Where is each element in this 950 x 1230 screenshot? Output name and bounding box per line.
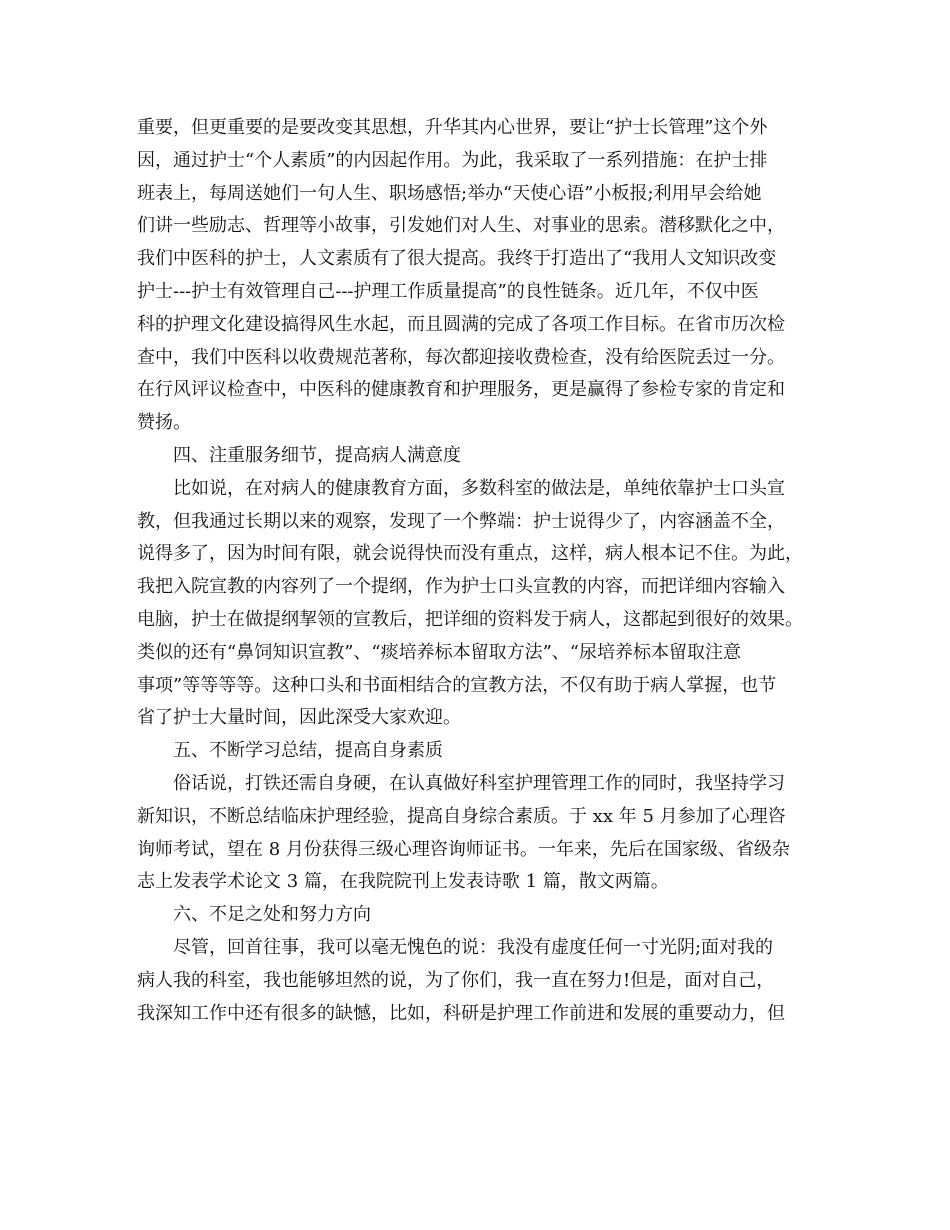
document-page [137,112,827,1030]
body-text-line: 重要，但更重要的是要改变其思想，升华其内心世界，要让“护士长管理”这个外 [137,117,768,138]
body-text-line: 科的护理文化建设搞得风生水起，而且圆满的完成了各项工作目标。在省市历次检 [137,313,785,335]
body-text-line: 因，通过护士“个人素质”的内因起作用。为此，我采取了一系列措施：在护士排 [137,149,768,171]
body-text-line: 俗话说，打铁还需自身硬，在认真做好科室护理管理工作的同时，我坚持学习 [173,772,785,794]
body-text-line: 们讲一些励志、哲理等小故事，引发她们对人生、对事业的思索。潜移默化之中， [137,215,785,237]
body-text-line: 我深知工作中还有很多的缺憾，比如，科研是护理工作前进和发展的重要动力，但 [137,1002,785,1024]
body-text-line: 护士---护士有效管理自己---护理工作质量提高”的良性链条。近几年，不仅中医 [137,280,759,302]
body-text-line: 在行风评议检查中，中医科的健康教育和护理服务，更是赢得了参检专家的肯定和 [137,379,785,401]
body-text-line: 查中，我们中医科以收费规范著称，每次都迎接收费检查，没有给医院丢过一分。 [137,346,785,368]
body-text-line: 赞扬。 [137,412,191,434]
section-heading: 四、注重服务细节，提高病人满意度 [173,444,461,466]
body-text-line: 我把入院宣教的内容列了一个提纲，作为护士口头宣教的内容，而把详细内容输入 [137,576,785,598]
body-text-line: 新知识，不断总结临床护理经验，提高自身综合素质。于 xx 年 5 月参加了心理咨 [137,805,786,827]
body-text-line: 询师考试，望在 8 月份获得三级心理咨询师证书。一年来，先后在国家级、省级杂 [137,838,790,860]
body-text-line: 比如说，在对病人的健康教育方面，多数科室的做法是，单纯依靠护士口头宣 [173,477,785,499]
body-text-line: 志上发表学术论文 3 篇，在我院院刊上发表诗歌 1 篇，散文两篇。 [137,871,669,893]
body-text-line: 班表上，每周送她们一句人生、职场感悟;举办“天使心语”小板报;利用早会给她 [137,182,762,204]
body-text-line: 尽管，回首往事，我可以毫无愧色的说：我没有虚度任何一寸光阴;面对我的 [173,936,774,958]
body-text-line: 电脑，护士在做提纲挈领的宣教后，把详细的资料发于病人，这都起到很好的效果。 [137,608,803,630]
body-text-line: 说得多了，因为时间有限，就会说得快而没有重点，这样，病人根本记不住。为此， [137,543,803,565]
body-text-line: 类似的还有“鼻饲知识宣教”、“痰培养标本留取方法”、“尿培养标本留取注意 [137,641,742,663]
body-text-line: 省了护士大量时间，因此深受大家欢迎。 [137,707,461,729]
body-text-line: 我们中医科的护士，人文素质有了很大提高。我终于打造出了“我用人文知识改变 [137,248,777,270]
body-text-line: 病人我的科室，我也能够坦然的说，为了你们，我一直在努力!但是，面对自己， [137,969,775,991]
section-heading: 六、不足之处和努力方向 [173,904,371,926]
section-heading: 五、不断学习总结，提高自身素质 [173,740,443,762]
body-text-line: 事项”等等等等。这种口头和书面相结合的宣教方法，不仅有助于病人掌握，也节 [137,674,777,696]
body-text-line: 教，但我通过长期以来的观察，发现了一个弊端：护士说得少了，内容涵盖不全， [137,510,785,532]
